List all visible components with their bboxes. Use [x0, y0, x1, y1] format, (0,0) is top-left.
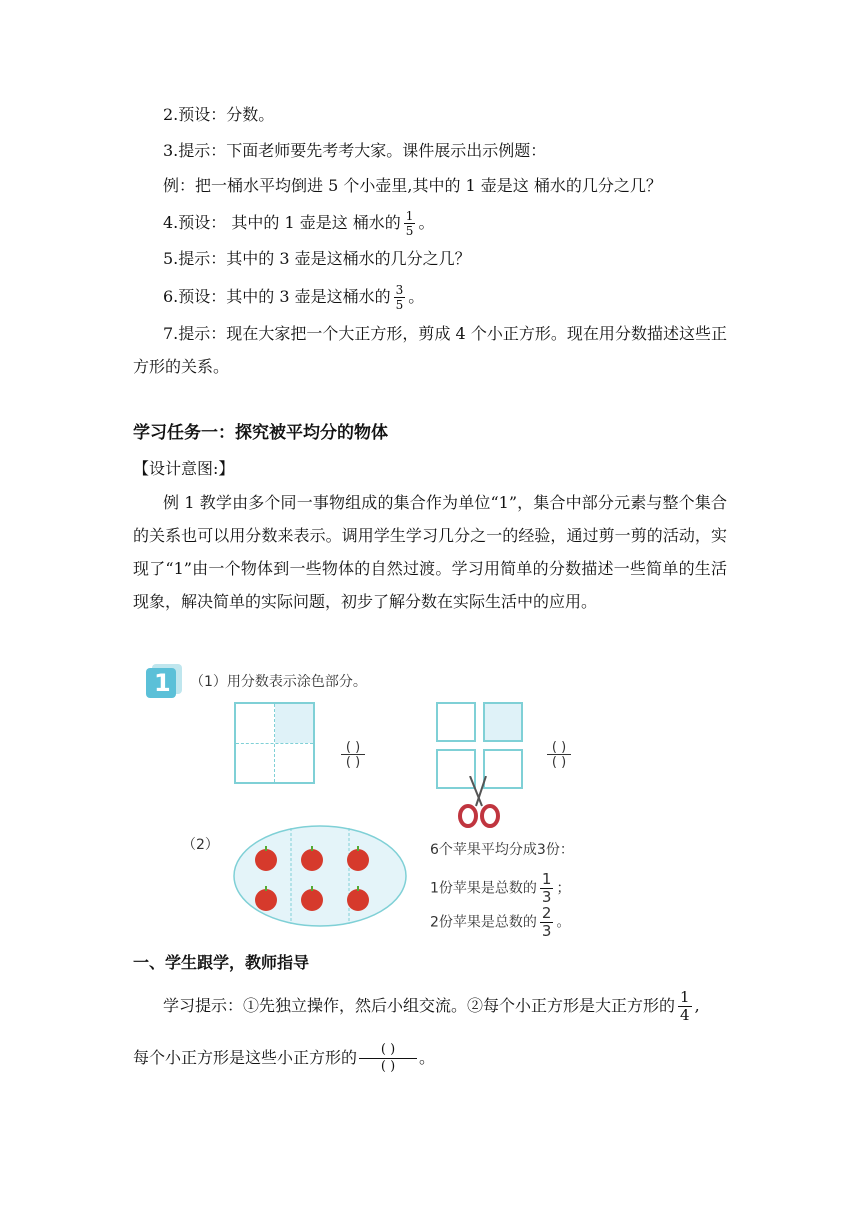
apple-oval: [232, 824, 408, 928]
blank-bottom: ( ): [551, 755, 567, 770]
design-text: 例 1 教学由多个同一事物组成的集合作为单位“1”，集合中部分元素与整个集合的关系也可以用分数来表示。调用学生学习几分之一的经验，通过剪一剪的活动，实现了“1”由一个物体到一些物体的自然过渡。学习用简单的分数描述一些简单的生活现象，解决简单的实际问题，初步了解分数在实际生活中的应用。: [133, 493, 727, 611]
apple-icon: [299, 846, 325, 872]
numerator: 3: [395, 283, 404, 297]
denominator: 3: [541, 888, 552, 906]
text: 学习提示：①先独立操作，然后小组交流。②每个小正方形是大正方形的: [163, 996, 676, 1015]
example-figure: [140, 660, 610, 940]
shaded-quarter: [275, 704, 313, 743]
apple-icon: [253, 886, 279, 912]
line-example: 例：把一桶水平均倒进 5 个小壶里,其中的 1 壶是这 桶水的几分之几？: [163, 176, 662, 195]
denominator: 4: [680, 1006, 690, 1024]
learning-hint-line2: [133, 1042, 435, 1075]
line-hint-exam: 3.提示：下面老师要先考考大家。课件展示出示例题：: [163, 141, 547, 160]
apple-icon: [299, 886, 325, 912]
part1-label: （1）用分数表示涂色部分。: [190, 674, 367, 690]
text: 2份苹果是总数的: [430, 914, 537, 931]
text: ,: [694, 996, 700, 1015]
answer-blank: [544, 740, 574, 770]
fraction-three-fifths: [394, 284, 406, 311]
numerator: 1: [680, 988, 690, 1006]
blank-bottom: ( ): [345, 755, 361, 770]
blank-bottom: ( ): [380, 1059, 396, 1074]
numerator: 1: [541, 870, 552, 888]
part2-label: （2）: [182, 837, 219, 853]
badge-number: 1: [154, 669, 171, 697]
answer-blank: [338, 740, 368, 770]
fraction-one-quarter: [678, 990, 692, 1023]
line-hint-squares: 7.提示：现在大家把一个大正方形，剪成 4 个小正方形。现在用分数描述这些正方形的关系。: [133, 324, 727, 376]
apple-text-2: [430, 872, 570, 905]
small-square: [436, 702, 476, 742]
blank-top: ( ): [341, 740, 365, 755]
denominator: 5: [395, 298, 404, 312]
scissors-icon: [456, 776, 502, 830]
apple-text-1: 6个苹果平均分成3份：: [430, 842, 574, 858]
text: ；: [556, 880, 571, 897]
blank-top: ( ): [547, 740, 571, 755]
fraction-two-thirds: [540, 906, 554, 939]
apple-icon: [345, 846, 371, 872]
fraction-one-third: [540, 872, 554, 905]
line-preset-one-fifth: [163, 210, 434, 237]
task-heading: 学习任务一：探究被平均分的物体: [133, 423, 388, 443]
fraction-one-fifth: [404, 210, 416, 237]
fraction-blank: [359, 1042, 417, 1075]
line-text: 4.预设： 其中的 1 壶是这 桶水的: [163, 213, 401, 232]
text: 每个小正方形是这些小正方形的: [133, 1048, 358, 1067]
blank-top: ( ): [359, 1042, 417, 1059]
line-text: 。: [408, 287, 425, 306]
small-square-shaded: [483, 702, 523, 742]
design-label: 【设计意图:】: [133, 459, 235, 478]
apple-icon: [345, 886, 371, 912]
text: 。: [419, 1048, 436, 1067]
denominator: 5: [405, 224, 414, 238]
numerator: 1: [405, 209, 414, 223]
text: 1份苹果是总数的: [430, 880, 537, 897]
text: 。: [556, 914, 571, 931]
section-heading: 一、学生跟学，教师指导: [133, 953, 310, 972]
apple-text-3: [430, 906, 570, 939]
line-hint-three: 5.提示：其中的 3 壶是这桶水的几分之几？: [163, 249, 471, 268]
numerator: 2: [541, 904, 552, 922]
denominator: 3: [541, 922, 552, 940]
learning-hint: [163, 990, 700, 1023]
line-text: 。: [418, 213, 435, 232]
line-preset-fraction: 2.预设：分数。: [163, 105, 275, 124]
apple-icon: [253, 846, 279, 872]
line-text: 6.预设：其中的 3 壶是这桶水的: [163, 287, 391, 306]
line-preset-three-fifths: [163, 284, 424, 311]
divider-horizontal: [236, 743, 313, 744]
